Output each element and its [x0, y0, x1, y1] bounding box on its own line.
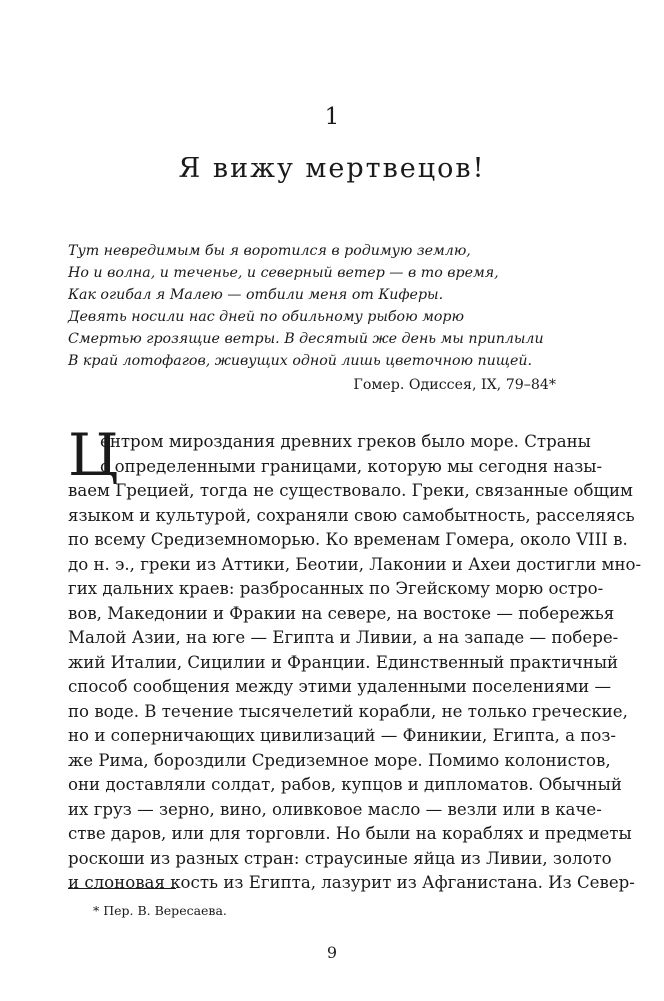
- footnote: * Пер. В. Вересаева.: [93, 903, 227, 918]
- body-line: Малой Азии, на юге — Египта и Ливии, а на западе — побере-: [68, 628, 619, 647]
- body-line: роскоши из разных стран: страусиные яйца из Ливии, золото: [68, 848, 612, 868]
- epigraph: [68, 240, 558, 372]
- epigraph-line: В край лотофагов, живущих одной лишь цветочною пищей.: [68, 353, 533, 369]
- chapter-number: 1: [324, 104, 340, 130]
- epigraph-line: Но и волна, и теченье, и северный ветер — в то время,: [68, 265, 499, 281]
- body-line: способ сообщения между этими удаленными поселениями —: [68, 677, 612, 696]
- body-line: по всему Средиземноморью. Ко временам Гомера, около VIII в.: [68, 530, 628, 549]
- chapter-title: Я вижу мертвецов!: [178, 153, 486, 184]
- body-line: до н. э., греки из Аттики, Беотии, Лаконии и Ахеи достигли мно-: [68, 554, 642, 574]
- footnote-divider: [68, 888, 176, 889]
- body-line: языком и культурой, сохраняли свою самобытность, расселяясь: [68, 505, 635, 525]
- epigraph-source: Гомер. Одиссея, IX, 79–84*: [353, 377, 556, 393]
- body-line: жий Италии, Сицилии и Франции. Единственный практичный: [68, 652, 619, 672]
- epigraph-line: Девять носили нас дней по обильному рыбою морю: [68, 309, 464, 325]
- body-line: вов, Македонии и Фракии на севере, на востоке — побережья: [68, 603, 615, 623]
- body-line: они доставляли солдат, рабов, купцов и дипломатов. Обычный: [68, 775, 622, 794]
- body-line: но и соперничающих цивилизаций — Финикии, Египта, а поз-: [68, 726, 617, 745]
- body-line: гих дальних краев: разбросанных по Эгейскому морю остро-: [68, 579, 604, 598]
- body-paragraph: [68, 430, 642, 896]
- epigraph-line: Тут невредимым бы я воротился в родимую землю,: [68, 243, 471, 259]
- page-number: 9: [326, 943, 338, 962]
- epigraph-line: Как огибал я Малею — отбили меня от Киферы.: [68, 287, 444, 303]
- drop-cap: Ц: [68, 421, 119, 489]
- body-line: с определенными границами, которую мы сегодня назы-: [100, 456, 603, 476]
- body-line: их груз — зерно, вино, оливковое масло — везли или в каче-: [68, 799, 602, 819]
- body-line: же Рима, бороздили Средиземное море. Помимо колонистов,: [68, 750, 611, 770]
- body-line: ваем Грецией, тогда не существовало. Греки, связанные общим: [68, 481, 633, 500]
- body-line: ентром мироздания древних греков было море. Страны: [100, 432, 591, 451]
- epigraph-line: Смертью грозящие ветры. В десятый же день мы приплыли: [68, 331, 544, 347]
- body-line: по воде. В течение тысячелетий корабли, не только греческие,: [68, 701, 628, 721]
- body-line: стве даров, или для торговли. Но были на кораблях и предметы: [68, 824, 632, 843]
- body-line: и слоновая кость из Египта, лазурит из Афганистана. Из Север-: [68, 873, 635, 892]
